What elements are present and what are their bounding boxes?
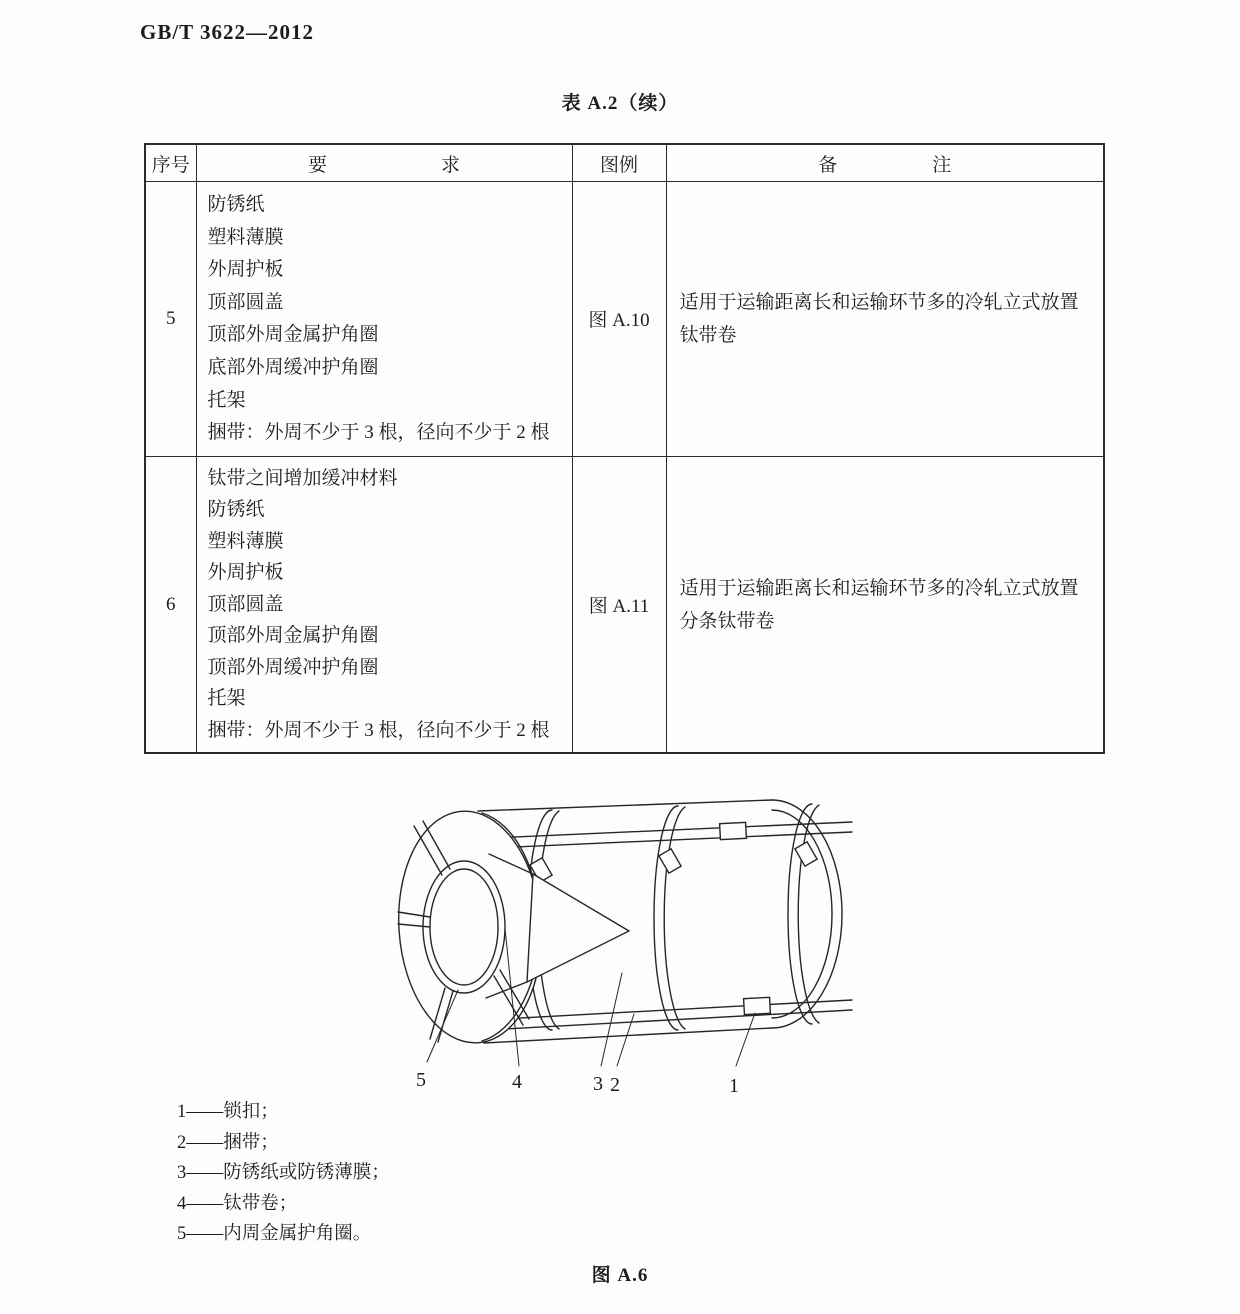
table-header-row [145,144,1104,182]
requirement-line: 托架 [207,389,246,411]
requirement-line: 顶部外周金属护角圈 [207,324,379,346]
requirement-line: 顶部圆盖 [207,593,284,615]
requirement-line: 托架 [207,688,246,710]
figure-caption: 图 A.6 [591,1265,649,1286]
requirement-line: 防锈纸 [207,194,265,215]
table-row-5 [145,182,1104,457]
row6-requirements [196,456,572,753]
figure-label-5: 5 [416,1069,426,1091]
row5-number: 5 [145,182,196,457]
requirement-line: 捆带：外周不少于 3 根，径向不少于 2 根 [207,719,550,741]
note-text: 适用于运输距离长和运输环节多的冷轧立式放置分条钛带卷 [679,577,1079,632]
requirement-line: 塑料薄膜 [207,226,284,248]
requirement-line: 捆带：外周不少于 3 根，径向不少于 2 根 [207,422,550,444]
row5-note [666,182,1104,457]
table-row-6 [145,456,1104,753]
row6-number: 6 [145,456,196,753]
row6-figure-ref: 图 A.11 [572,456,666,753]
coil-diagram [340,778,900,1108]
requirement-line: 钛带之间增加缓冲材料 [207,467,398,489]
figure-label-1: 1 [729,1075,739,1097]
legend-item-5: 5——内周金属护角圈。 [177,1224,372,1245]
requirement-line: 底部外周缓冲护角圈 [207,356,379,378]
legend-item-4: 4——钛带卷； [177,1193,298,1214]
doc-number: GB/T 3622—2012 [140,20,315,44]
requirement-line: 顶部外周金属护角圈 [207,625,379,647]
figure-label-3: 3 [593,1073,603,1095]
requirement-line: 顶部圆盖 [207,291,284,313]
col-header-legend: 图例 [572,144,666,182]
col-header-note: 备 注 [666,144,1104,182]
requirement-line: 防锈纸 [207,499,265,521]
note-text: 适用于运输距离长和运输环节多的冷轧立式放置钛带卷 [679,291,1079,346]
requirement-line: 外周护板 [207,562,284,584]
col-header-no: 序号 [145,144,196,182]
requirement-line: 外周护板 [207,259,284,281]
legend-item-1: 1——锁扣； [177,1102,279,1122]
col-header-requirements: 要 求 [196,144,572,182]
figure-point-labels [416,1069,739,1097]
requirement-line: 顶部外周缓冲护角圈 [207,656,379,678]
figure-label-4: 4 [512,1071,522,1093]
legend-item-3: 3——防锈纸或防锈薄膜； [177,1163,390,1184]
requirement-line: 塑料薄膜 [207,530,284,552]
row6-note [666,456,1104,753]
spec-table [144,143,1105,754]
legend-item-2: 2——捆带； [177,1132,279,1153]
row5-figure-ref: 图 A.10 [572,182,666,457]
figure-legend [177,1097,390,1250]
row5-requirements [196,182,572,457]
table-title: 表 A.2（续） [561,93,679,114]
figure-label-2: 2 [610,1074,620,1096]
